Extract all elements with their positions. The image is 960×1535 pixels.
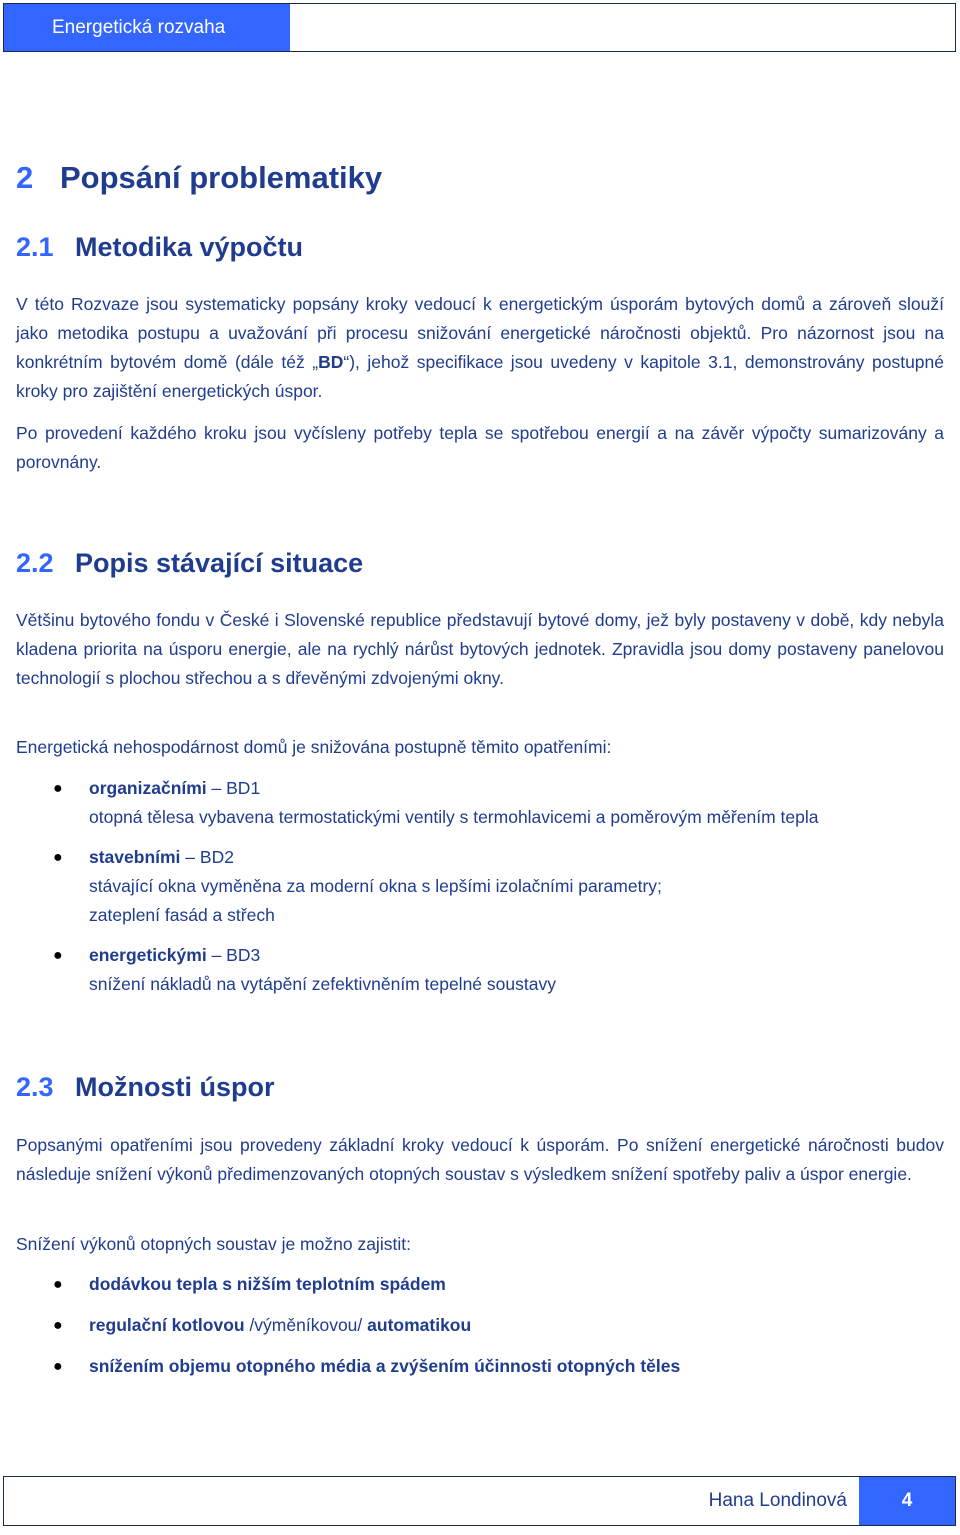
section-title: Popis stávající situace: [75, 548, 364, 578]
measure-code: – BD2: [180, 847, 234, 867]
list-item: [16, 941, 946, 999]
abbreviation-bd: BD: [318, 352, 344, 372]
section-2-1-paragraph-1: [16, 290, 944, 406]
paragraph-text: “), jehož specifikace jsou uvedeny v kapitole 3.1, demonstrovány postupné kroky pro zajištění energetických úspor.: [16, 352, 945, 401]
list-item: [16, 843, 946, 930]
list-item: [16, 1311, 946, 1340]
measure-description: zateplení fasád a střech: [89, 905, 275, 925]
option-text: snížením objemu otopného média a zvýšením účinnosti otopných těles: [89, 1356, 681, 1376]
section-2-3-heading: [16, 1072, 274, 1103]
options-list: [16, 1270, 946, 1381]
measure-name: energetickými: [89, 945, 207, 965]
list-item: [16, 1352, 946, 1381]
section-number: 2.2: [16, 548, 54, 578]
option-text: automatikou: [367, 1315, 472, 1335]
section-number: 2.3: [16, 1072, 54, 1102]
measure-code: – BD1: [206, 778, 261, 798]
section-title: Popsání problematiky: [60, 160, 383, 195]
option-text: dodávkou tepla s nižším teplotním spádem: [89, 1274, 446, 1294]
section-number: 2.1: [16, 232, 54, 262]
bullet-icon: ●: [53, 1358, 63, 1375]
measure-name: stavebními: [89, 847, 181, 867]
measure-name: organizačními: [89, 778, 207, 798]
section-2-1-heading: [16, 232, 303, 263]
section-2-3-paragraph-2: Snížení výkonů otopných soustav je možno zajistit:: [16, 1234, 411, 1254]
measure-description: snížení nákladů na vytápění zefektivněním tepelné soustavy: [89, 974, 556, 994]
measure-code: – BD3: [206, 945, 261, 965]
option-text: regulační kotlovou: [89, 1315, 245, 1335]
measure-description: otopná tělesa vybavena termostatickými ventily s termohlavicemi a poměrovým měřením tepla: [89, 807, 819, 827]
bullet-icon: ●: [53, 1276, 63, 1293]
footer-author: Hana Londinová: [708, 1490, 847, 1511]
section-2-3-paragraph-1: Popsanými opatřeními jsou provedeny základní kroky vedoucí k úsporám. Po snížení energetické náročnosti budov následuje snížení výkonů předimenzovaných otopných soustav s výsledkem snížení spotřeby paliv a úspor energie.: [16, 1135, 944, 1184]
list-item: [16, 1270, 946, 1299]
section-2-heading: [16, 160, 382, 196]
section-2-2-paragraph-1: Většinu bytového fondu v České i Slovenské republice představují bytové domy, jež byly postaveny v době, kdy nebyla kladena priorita na úsporu energie, ale na rychlý nárůst bytových jednotek. Zpravidla jsou domy postaveny panelovou technologií s plochou střechou a s dřevěnými zdvojenými okny.: [16, 610, 944, 688]
section-2-2-heading: [16, 548, 363, 579]
paragraph-text: V této Rozvaze jsou systematicky popsány kroky vedoucí k energetickým úsporám bytových domů a zároveň slouží jako metodika postupu a uvažování při procesu snižování energetické náročnosti objektů. Pro názornost jsou na konkrétním bytovém domě (dále též „: [16, 294, 944, 372]
option-text: /výměníkovou/: [244, 1315, 368, 1335]
bullet-icon: ●: [53, 849, 63, 866]
section-title: Možnosti úspor: [75, 1072, 275, 1102]
bullet-icon: ●: [53, 1317, 63, 1334]
page-footer: [3, 1476, 956, 1526]
header-title: Energetická rozvaha: [4, 4, 290, 51]
bullet-icon: ●: [53, 780, 63, 797]
page-number: 4: [859, 1477, 955, 1525]
page-header: [3, 3, 956, 52]
section-title: Metodika výpočtu: [75, 232, 304, 262]
section-number: 2: [16, 160, 34, 195]
bullet-icon: ●: [53, 947, 63, 964]
measures-list: [16, 774, 946, 999]
section-2-2-paragraph-2: Energetická nehospodárnost domů je snižována postupně těmito opatřeními:: [16, 737, 612, 757]
section-2-1-paragraph-2: Po provedení každého kroku jsou vyčísleny potřeby tepla se spotřebou energií a na závěr výpočty sumarizovány a porovnány.: [16, 423, 944, 472]
measure-description: stávající okna vyměněna za moderní okna s lepšími izolačními parametry;: [89, 876, 662, 896]
list-item: [16, 774, 946, 832]
